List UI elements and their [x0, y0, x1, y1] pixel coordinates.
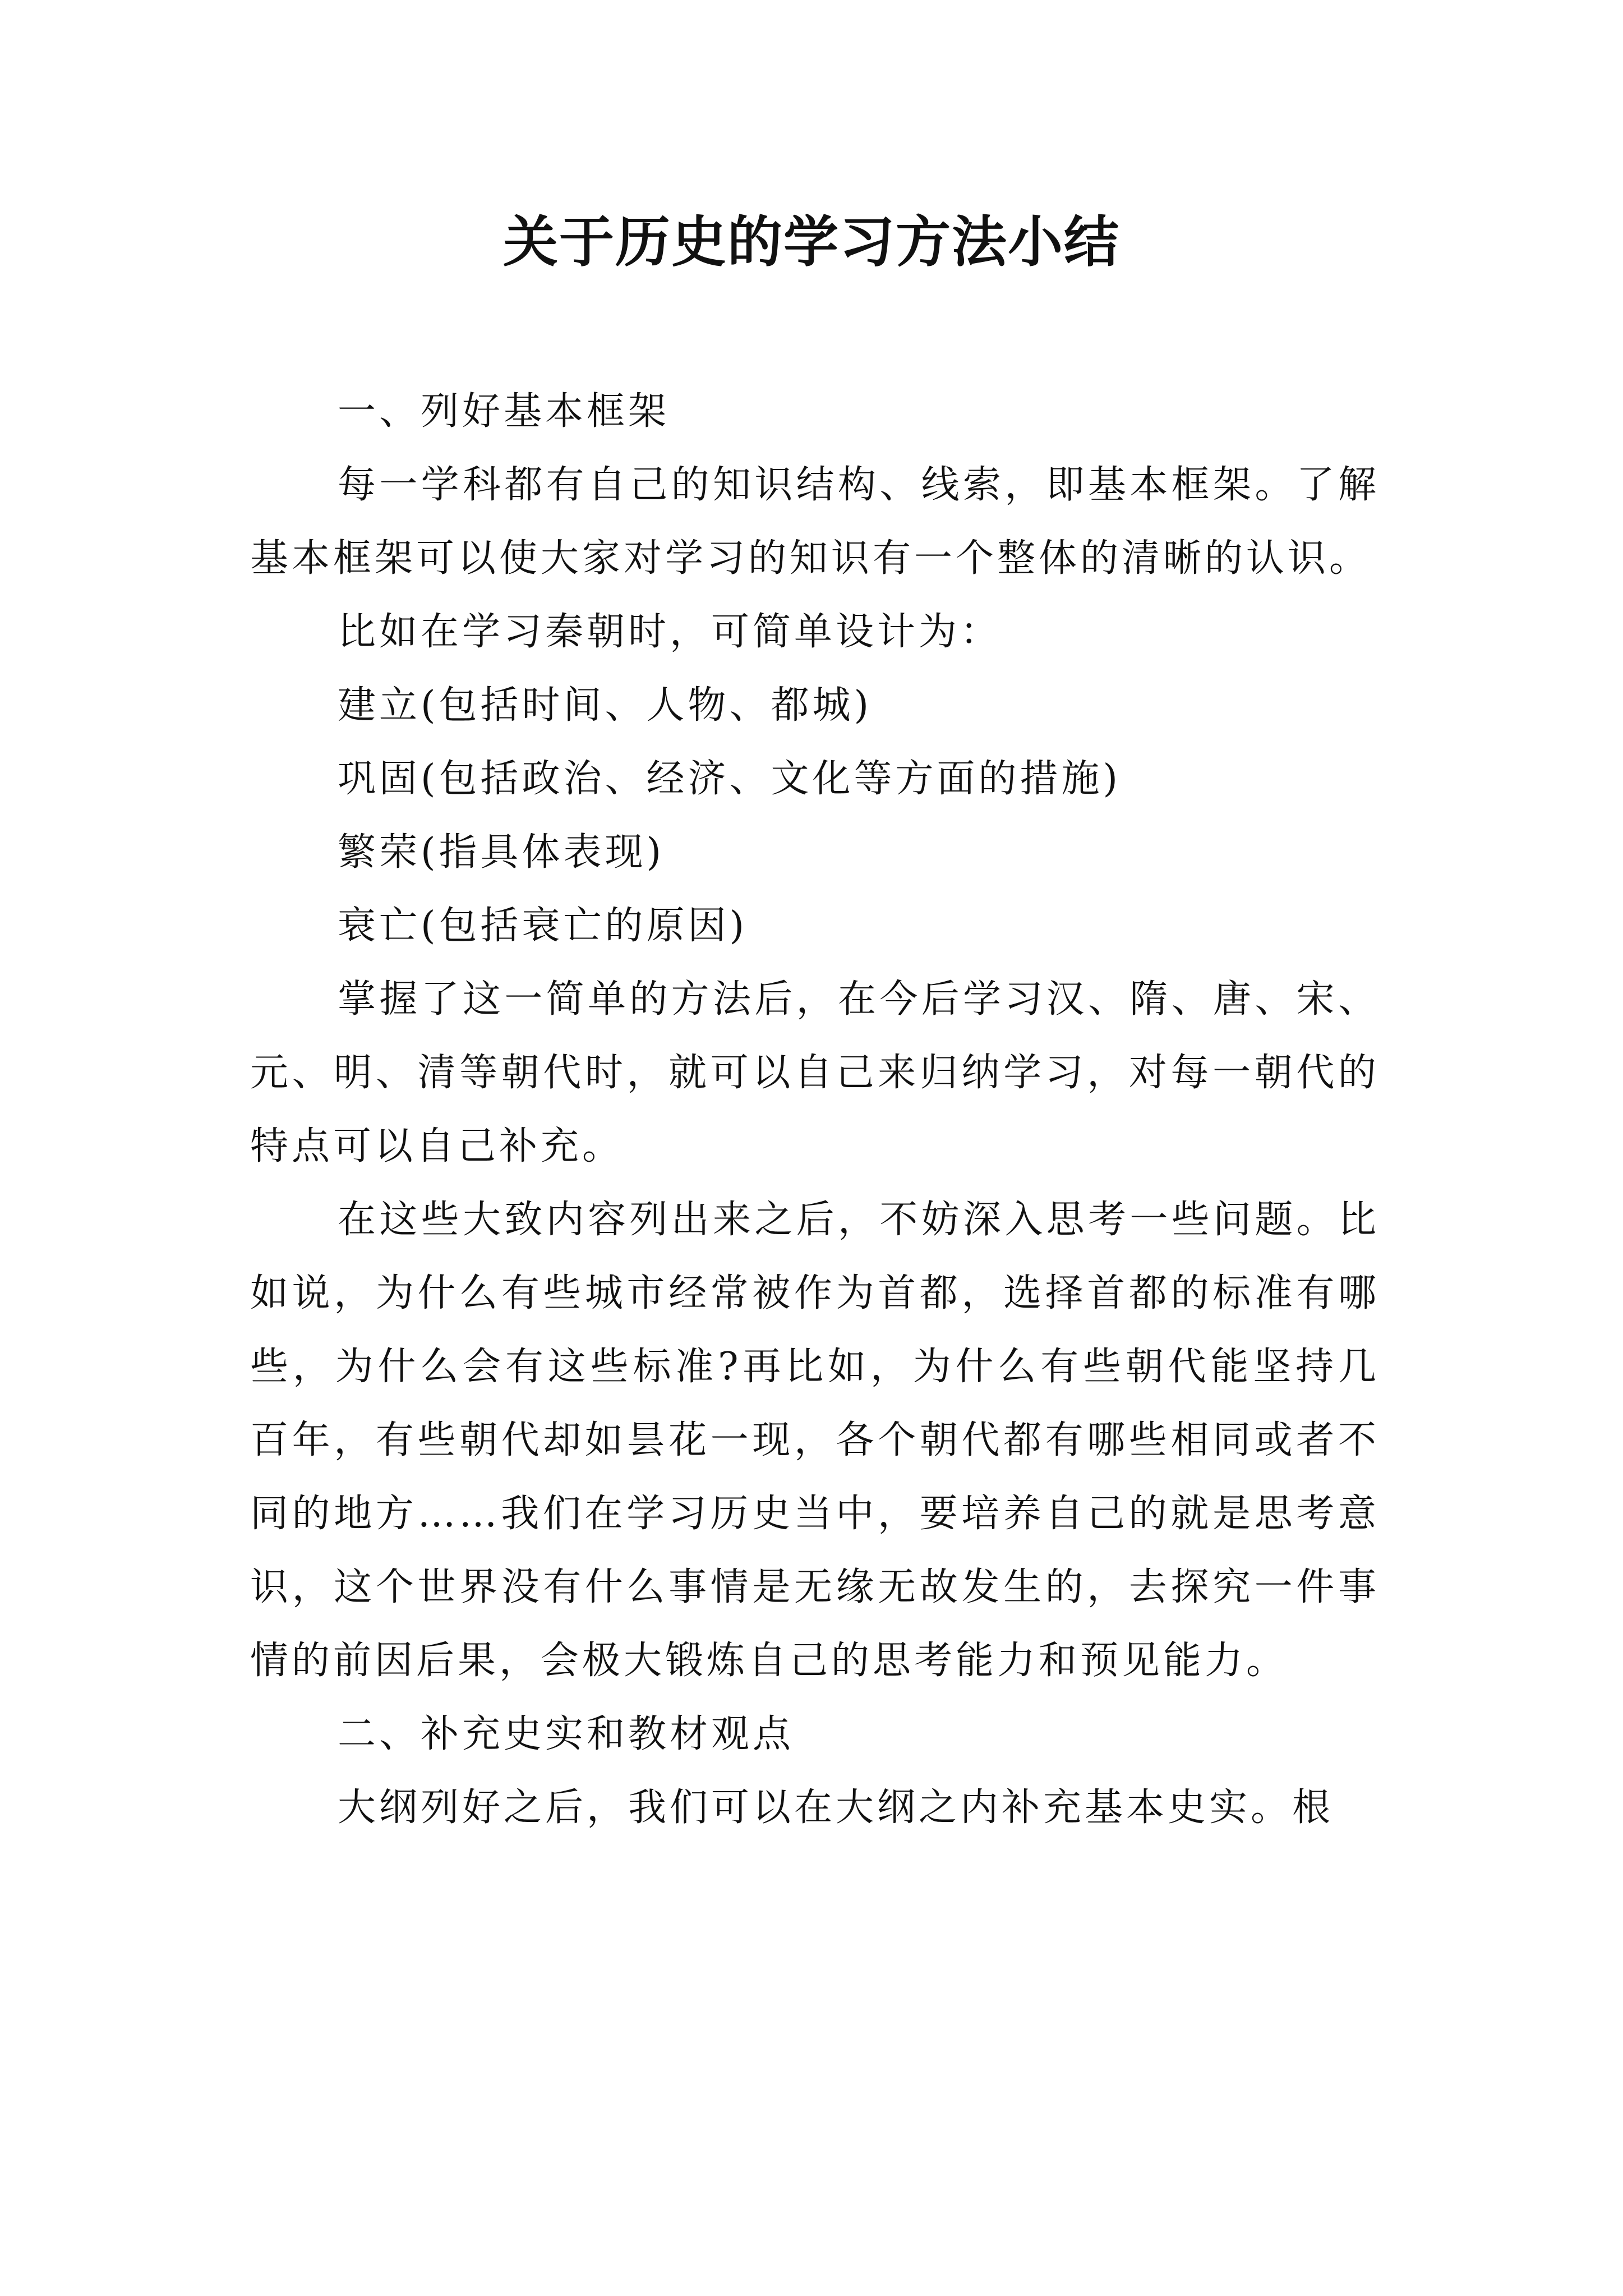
paragraph: 掌握了这一简单的方法后，在今后学习汉、隋、唐、宋、元、明、清等朝代时，就可以自己来归纳学习，对每一朝代的特点可以自己补充。 — [250, 977, 1380, 1168]
paragraph: 在这些大致内容列出来之后，不妨深入思考一些问题。比如说，为什么有些城市经常被作为首都，选择首都的标准有哪些，为什么会有这些标准?再比如，为什么有些朝代能坚持几百年，有些朝代却如昙花一现，各个朝代都有哪些相同或者不同的地方……我们在学习历史当中，要培养自己的就是思考意识，这个世界没有什么事情是无缘无故发生的，去探究一件事情的前因后果，会极大锻炼自己的思考能力和预见能力。 — [250, 1198, 1380, 1683]
paragraph: 每一学科都有自己的知识结构、线索，即基本框架。了解基本框架可以使大家对学习的知识有一个整体的清晰的认识。 — [250, 463, 1380, 581]
list-item: 繁荣(指具体表现) — [338, 830, 665, 875]
section-heading-1: 一、列好基本框架 — [338, 389, 670, 434]
list-item: 巩固(包括政治、经济、文化等方面的措施) — [338, 757, 1122, 801]
list-item: 衰亡(包括衰亡的原因) — [338, 904, 748, 948]
section-heading-2: 二、补充史实和教材观点 — [338, 1712, 795, 1756]
paragraph: 比如在学习秦朝时，可简单设计为： — [338, 610, 1002, 654]
document-title: 关于历史的学习方法小结 — [502, 210, 1120, 274]
list-item: 建立(包括时间、人物、都城) — [338, 683, 873, 728]
document-body — [250, 375, 1380, 1844]
paragraph: 大纲列好之后，我们可以在大纲之内补充基本史实。根 — [338, 1786, 1334, 1830]
